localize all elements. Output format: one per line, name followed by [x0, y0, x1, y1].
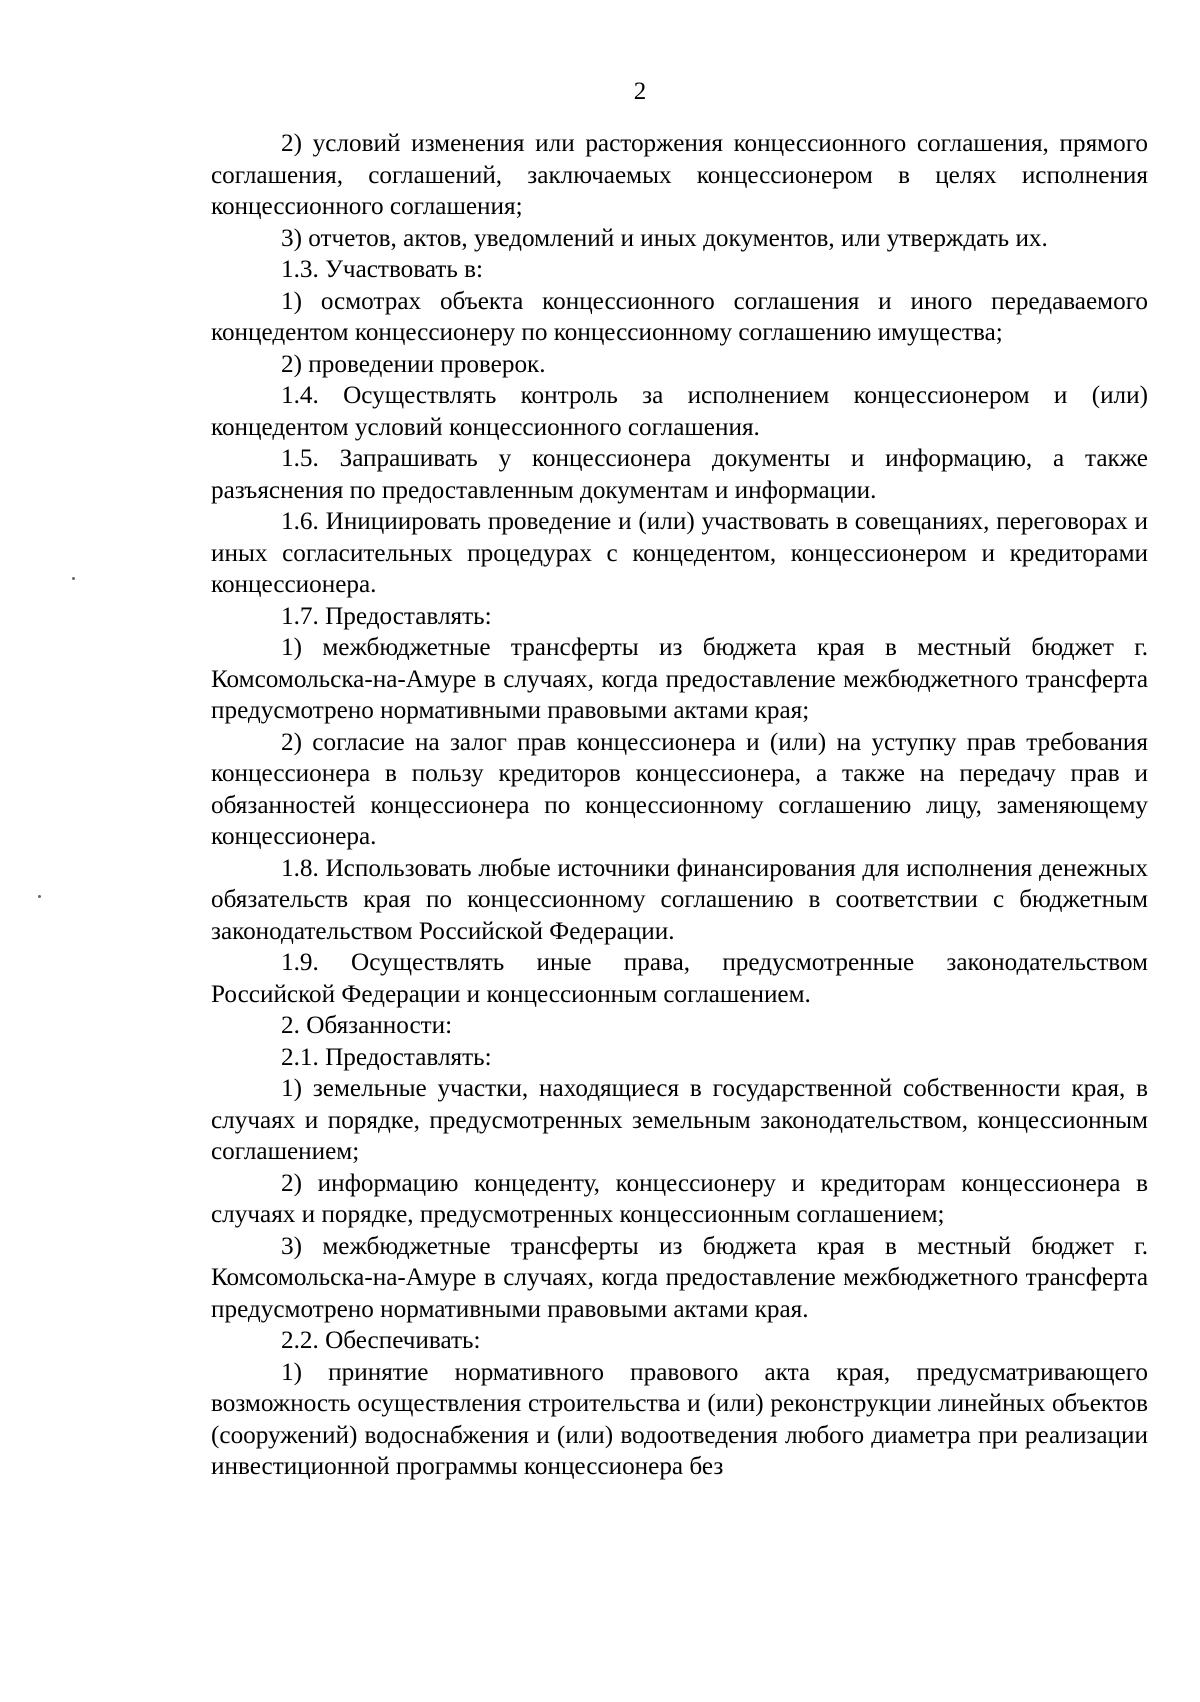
paragraph: 1) межбюджетные трансферты из бюджета края в местный бюджет г. Комсомольска-на-Амуре в случаях, когда предоставление межбюджетного трансферта предусмотрено нормативными правовыми актами края;: [211, 634, 1148, 724]
paragraph: 3) отчетов, актов, уведомлений и иных документов, или утверждать их.: [281, 224, 1048, 252]
paragraph: 1.9. Осуществлять иные права, предусмотренные законодательством Российской Федерации и концессионным соглашением.: [211, 949, 1148, 1008]
document-body: [211, 128, 1148, 1483]
paragraph: 1.8. Использовать любые источники финансирования для исполнения денежных обязательств края по концессионному соглашению в соответствии с бюджетным законодательством Российской Федерации.: [211, 854, 1148, 945]
page-number: 2: [633, 78, 647, 105]
paragraph: 2) условий изменения или расторжения концессионного соглашения, прямого соглашения, соглашений, заключаемых концессионером в целях исполнения концессионного соглашения;: [211, 130, 1148, 220]
paragraph: 1) земельные участки, находящиеся в государственной собственности края, в случаях и порядке, предусмотренных земельным законодательством, концессионным соглашением;: [211, 1075, 1148, 1165]
paragraph: 1.5. Запрашивать у концессионера документы и информацию, а также разъяснения по предоставленным документам и информации.: [211, 445, 1148, 504]
scan-speck: [38, 895, 41, 898]
paragraph: 1.4. Осуществлять контроль за исполнением концессионером и (или) концедентом условий концессионного соглашения.: [211, 382, 1148, 441]
paragraph: 1) осмотрах объекта концессионного соглашения и иного передаваемого концедентом концессионеру по концессионному соглашению имущества;: [211, 287, 1148, 346]
section-heading: 1.7. Предоставлять:: [281, 602, 492, 630]
section-heading: 2.1. Предоставлять:: [281, 1043, 492, 1071]
section-heading: 2.2. Обеспечивать:: [281, 1327, 481, 1354]
paragraph: 3) межбюджетные трансферты из бюджета края в местный бюджет г. Комсомольска-на-Амуре в случаях, когда предоставление межбюджетного трансферта предусмотрено нормативными правовыми актами края.: [211, 1232, 1148, 1323]
paragraph: 1.6. Инициировать проведение и (или) участвовать в совещаниях, переговорах и иных согласительных процедурах с концедентом, концессионером и кредиторами концессионера.: [211, 508, 1148, 598]
scan-speck: [72, 577, 75, 580]
paragraph: 1) принятие нормативного правового акта края, предусматривающего возможность осуществления строительства и (или) реконструкции линейных объектов (сооружений) водоснабжения и (или) водоотведения любого диаметра при реализации инвестиционной программы концессионера без: [211, 1358, 1148, 1480]
paragraph: 2) согласие на залог прав концессионера и (или) на уступку прав требования концессионера в пользу кредиторов концессионера, а также на передачу прав и обязанностей концессионера по концессионному соглашению лицу, заменяющему концессионера.: [211, 728, 1148, 850]
section-heading: 1.3. Участвовать в:: [281, 256, 484, 283]
paragraph: 2) проведении проверок.: [281, 350, 546, 378]
section-heading: 2. Обязанности:: [281, 1012, 453, 1039]
paragraph: 2) информацию концеденту, концессионеру и кредиторам концессионера в случаях и порядке, предусмотренных концессионным соглашением;: [211, 1169, 1148, 1228]
